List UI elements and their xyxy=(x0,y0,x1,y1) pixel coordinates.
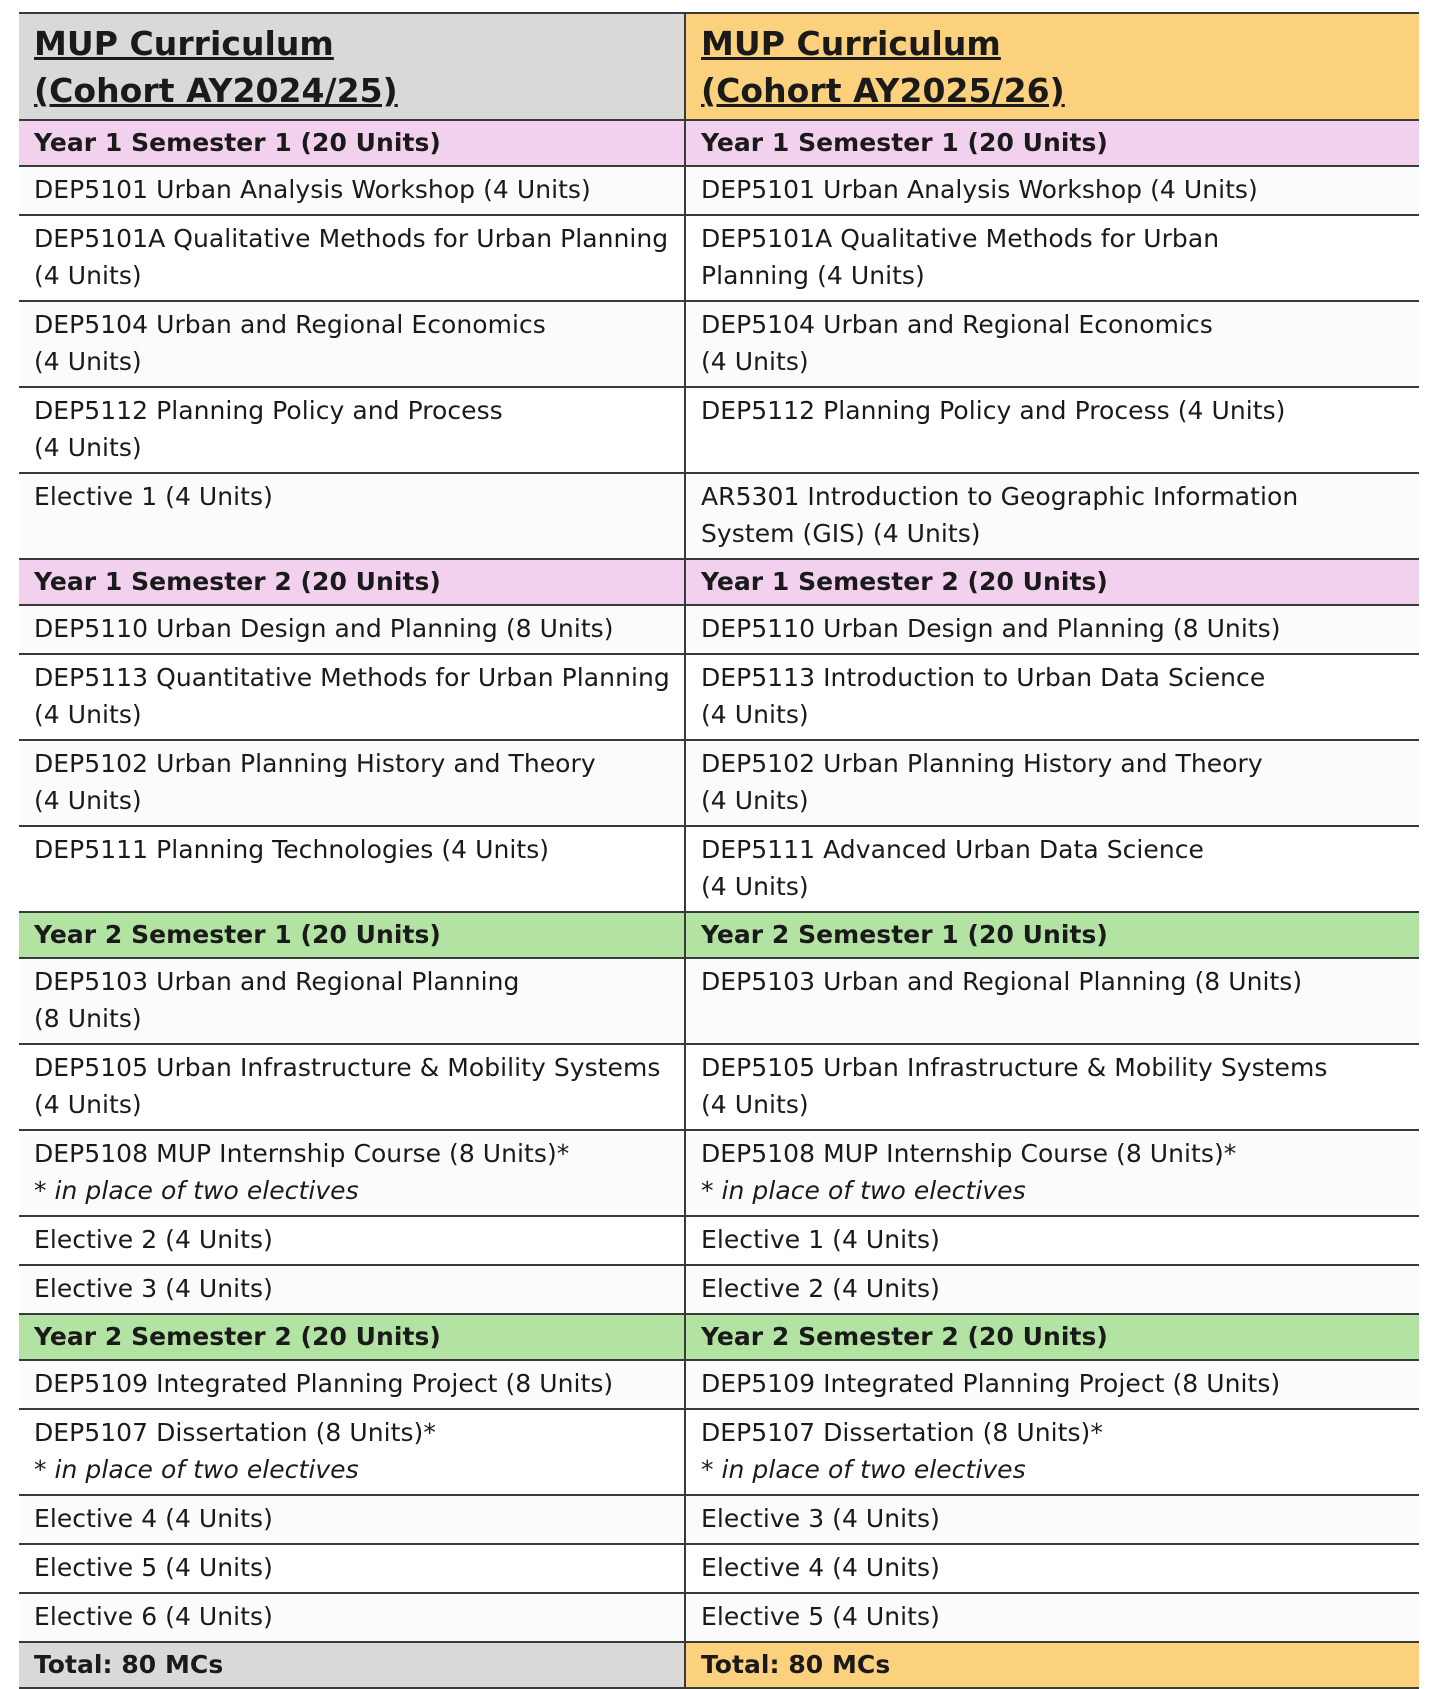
ay2024-text: DEP5111 Planning Technologies (4 Units) xyxy=(34,835,550,864)
ay2025-text: Year 2 Semester 2 (20 Units) xyxy=(701,1322,1108,1351)
ay2025-footnote: * in place of two electives xyxy=(701,1176,1026,1205)
course-row xyxy=(19,1544,1419,1593)
header-cohort-ay2025: (Cohort AY2025/26) xyxy=(701,71,1065,110)
ay2025-text-line2: System (GIS) (4 Units) xyxy=(701,519,981,548)
course-row xyxy=(19,1593,1419,1642)
cell-ay2025 xyxy=(685,215,1419,301)
cell-ay2024 xyxy=(19,654,685,740)
cell-ay2024 xyxy=(19,166,685,215)
ay2024-text-line2: (4 Units) xyxy=(34,786,142,815)
course-row xyxy=(19,301,1419,387)
cell-ay2025 xyxy=(685,301,1419,387)
ay2025-text-line1: DEP5113 Introduction to Urban Data Science xyxy=(701,663,1266,692)
header-title-ay2024: MUP Curriculum xyxy=(34,24,334,63)
cell-ay2024 xyxy=(19,958,685,1044)
ay2024-text: Year 2 Semester 1 (20 Units) xyxy=(34,920,441,949)
cell-ay2025 xyxy=(685,605,1419,654)
ay2024-text-line1: DEP5101A Qualitative Methods for Urban Planning xyxy=(34,224,669,253)
ay2024-text: Elective 6 (4 Units) xyxy=(34,1602,273,1631)
ay2025-text: Elective 3 (4 Units) xyxy=(701,1504,940,1533)
cell-ay2024 xyxy=(19,1593,685,1642)
curriculum-comparison-table xyxy=(19,12,1419,1689)
ay2024-text-line1: DEP5112 Planning Policy and Process xyxy=(34,396,503,425)
cell-ay2025 xyxy=(685,387,1419,473)
cell-ay2024 xyxy=(19,740,685,826)
ay2024-footnote: * in place of two electives xyxy=(34,1176,359,1205)
course-row xyxy=(19,958,1419,1044)
ay2025-text-line2: (4 Units) xyxy=(701,786,809,815)
ay2025-text: DEP5112 Planning Policy and Process (4 Units) xyxy=(701,396,1286,425)
ay2025-text: Year 1 Semester 1 (20 Units) xyxy=(701,128,1108,157)
table-body xyxy=(19,13,1419,1688)
cell-ay2024 xyxy=(19,1216,685,1265)
ay2024-text-line1: DEP5104 Urban and Regional Economics xyxy=(34,310,546,339)
cell-ay2024 xyxy=(19,559,685,605)
ay2025-text: Elective 5 (4 Units) xyxy=(701,1602,940,1631)
cell-ay2024 xyxy=(19,1044,685,1130)
ay2024-text: Elective 2 (4 Units) xyxy=(34,1225,273,1254)
cell-ay2025 xyxy=(685,1409,1419,1495)
ay2024-text: DEP5107 Dissertation (8 Units)* xyxy=(34,1418,436,1447)
ay2025-text-line1: DEP5102 Urban Planning History and Theory xyxy=(701,749,1263,778)
cell-ay2024 xyxy=(19,1130,685,1216)
ay2024-text: Elective 5 (4 Units) xyxy=(34,1553,273,1582)
total-ay2025: Total: 80 MCs xyxy=(685,1642,1419,1688)
cell-ay2025 xyxy=(685,559,1419,605)
ay2025-text-line2: Planning (4 Units) xyxy=(701,261,925,290)
course-row xyxy=(19,387,1419,473)
cell-ay2024 xyxy=(19,1265,685,1314)
ay2025-text-line1: DEP5111 Advanced Urban Data Science xyxy=(701,835,1204,864)
cell-ay2024 xyxy=(19,387,685,473)
cell-ay2024 xyxy=(19,912,685,958)
course-row xyxy=(19,654,1419,740)
ay2024-text-line2: (4 Units) xyxy=(34,700,142,729)
cell-ay2024 xyxy=(19,826,685,912)
ay2025-text: Year 2 Semester 1 (20 Units) xyxy=(701,920,1108,949)
ay2024-text: Year 2 Semester 2 (20 Units) xyxy=(34,1322,441,1351)
cell-ay2025 xyxy=(685,654,1419,740)
ay2024-text-line2: (4 Units) xyxy=(34,347,142,376)
course-row xyxy=(19,605,1419,654)
ay2024-text: Year 1 Semester 2 (20 Units) xyxy=(34,567,441,596)
semester-header-row xyxy=(19,912,1419,958)
ay2024-text-line1: DEP5105 Urban Infrastructure & Mobility Systems xyxy=(34,1053,661,1082)
cell-ay2024 xyxy=(19,1544,685,1593)
cell-ay2024 xyxy=(19,605,685,654)
cell-ay2024 xyxy=(19,120,685,166)
course-row xyxy=(19,1130,1419,1216)
ay2024-text-line2: (8 Units) xyxy=(34,1004,142,1033)
cell-ay2025 xyxy=(685,1216,1419,1265)
cell-ay2024 xyxy=(19,215,685,301)
cell-ay2025 xyxy=(685,1495,1419,1544)
cell-ay2025 xyxy=(685,473,1419,559)
ay2024-text-line2: (4 Units) xyxy=(34,261,142,290)
header-row xyxy=(19,13,1419,120)
total-ay2024: Total: 80 MCs xyxy=(19,1642,685,1688)
ay2025-text: DEP5109 Integrated Planning Project (8 Units) xyxy=(701,1369,1281,1398)
course-row xyxy=(19,1360,1419,1409)
cell-ay2024 xyxy=(19,1495,685,1544)
cell-ay2025 xyxy=(685,912,1419,958)
semester-header-row xyxy=(19,559,1419,605)
cell-ay2024 xyxy=(19,301,685,387)
ay2025-text: Elective 4 (4 Units) xyxy=(701,1553,940,1582)
ay2025-text: DEP5108 MUP Internship Course (8 Units)* xyxy=(701,1139,1237,1168)
ay2025-text: Elective 2 (4 Units) xyxy=(701,1274,940,1303)
cell-ay2025 xyxy=(685,166,1419,215)
ay2025-text: Year 1 Semester 2 (20 Units) xyxy=(701,567,1108,596)
course-row xyxy=(19,826,1419,912)
cell-ay2025 xyxy=(685,1130,1419,1216)
cell-ay2025 xyxy=(685,740,1419,826)
cell-ay2024 xyxy=(19,1409,685,1495)
ay2024-text: Elective 3 (4 Units) xyxy=(34,1274,273,1303)
course-row xyxy=(19,1265,1419,1314)
ay2025-text-line2: (4 Units) xyxy=(701,347,809,376)
cell-ay2024 xyxy=(19,473,685,559)
cell-ay2025 xyxy=(685,1044,1419,1130)
cell-ay2024 xyxy=(19,1360,685,1409)
ay2024-text: DEP5109 Integrated Planning Project (8 Units) xyxy=(34,1369,614,1398)
cell-ay2025 xyxy=(685,1314,1419,1360)
cell-ay2025 xyxy=(685,1544,1419,1593)
cell-ay2025 xyxy=(685,1265,1419,1314)
cell-ay2025 xyxy=(685,826,1419,912)
header-cell-ay2024 xyxy=(19,13,685,120)
ay2025-text: DEP5101 Urban Analysis Workshop (4 Units) xyxy=(701,175,1258,204)
ay2024-text: DEP5110 Urban Design and Planning (8 Units) xyxy=(34,614,614,643)
ay2024-footnote: * in place of two electives xyxy=(34,1455,359,1484)
cell-ay2025 xyxy=(685,120,1419,166)
ay2024-text: Elective 4 (4 Units) xyxy=(34,1504,273,1533)
course-row xyxy=(19,473,1419,559)
cell-ay2025 xyxy=(685,958,1419,1044)
ay2024-text: DEP5101 Urban Analysis Workshop (4 Units) xyxy=(34,175,591,204)
ay2025-text: DEP5110 Urban Design and Planning (8 Units) xyxy=(701,614,1281,643)
ay2025-footnote: * in place of two electives xyxy=(701,1455,1026,1484)
ay2025-text: DEP5107 Dissertation (8 Units)* xyxy=(701,1418,1103,1447)
course-row xyxy=(19,1044,1419,1130)
ay2025-text: Elective 1 (4 Units) xyxy=(701,1225,940,1254)
ay2024-text: Elective 1 (4 Units) xyxy=(34,482,273,511)
course-row xyxy=(19,215,1419,301)
ay2025-text-line1: DEP5101A Qualitative Methods for Urban xyxy=(701,224,1220,253)
ay2024-text: DEP5108 MUP Internship Course (8 Units)* xyxy=(34,1139,570,1168)
course-row xyxy=(19,740,1419,826)
ay2024-text: Year 1 Semester 1 (20 Units) xyxy=(34,128,441,157)
ay2025-text-line2: (4 Units) xyxy=(701,700,809,729)
ay2025-text-line1: DEP5105 Urban Infrastructure & Mobility Systems xyxy=(701,1053,1328,1082)
header-cohort-ay2024: (Cohort AY2024/25) xyxy=(34,71,398,110)
cell-ay2025 xyxy=(685,1360,1419,1409)
course-row xyxy=(19,1216,1419,1265)
ay2024-text-line1: DEP5113 Quantitative Methods for Urban Planning xyxy=(34,663,670,692)
header-title-ay2025: MUP Curriculum xyxy=(701,24,1001,63)
ay2024-text-line1: DEP5102 Urban Planning History and Theory xyxy=(34,749,596,778)
cell-ay2024 xyxy=(19,1314,685,1360)
ay2025-text: DEP5103 Urban and Regional Planning (8 Units) xyxy=(701,967,1303,996)
total-row xyxy=(19,1642,1419,1688)
ay2025-text-line1: DEP5104 Urban and Regional Economics xyxy=(701,310,1213,339)
ay2025-text-line1: AR5301 Introduction to Geographic Information xyxy=(701,482,1299,511)
ay2025-text-line2: (4 Units) xyxy=(701,1090,809,1119)
semester-header-row xyxy=(19,1314,1419,1360)
course-row xyxy=(19,1495,1419,1544)
course-row xyxy=(19,1409,1419,1495)
ay2024-text-line1: DEP5103 Urban and Regional Planning xyxy=(34,967,520,996)
course-row xyxy=(19,166,1419,215)
header-cell-ay2025 xyxy=(685,13,1419,120)
ay2024-text-line2: (4 Units) xyxy=(34,433,142,462)
cell-ay2025 xyxy=(685,1593,1419,1642)
semester-header-row xyxy=(19,120,1419,166)
ay2025-text-line2: (4 Units) xyxy=(701,872,809,901)
ay2024-text-line2: (4 Units) xyxy=(34,1090,142,1119)
